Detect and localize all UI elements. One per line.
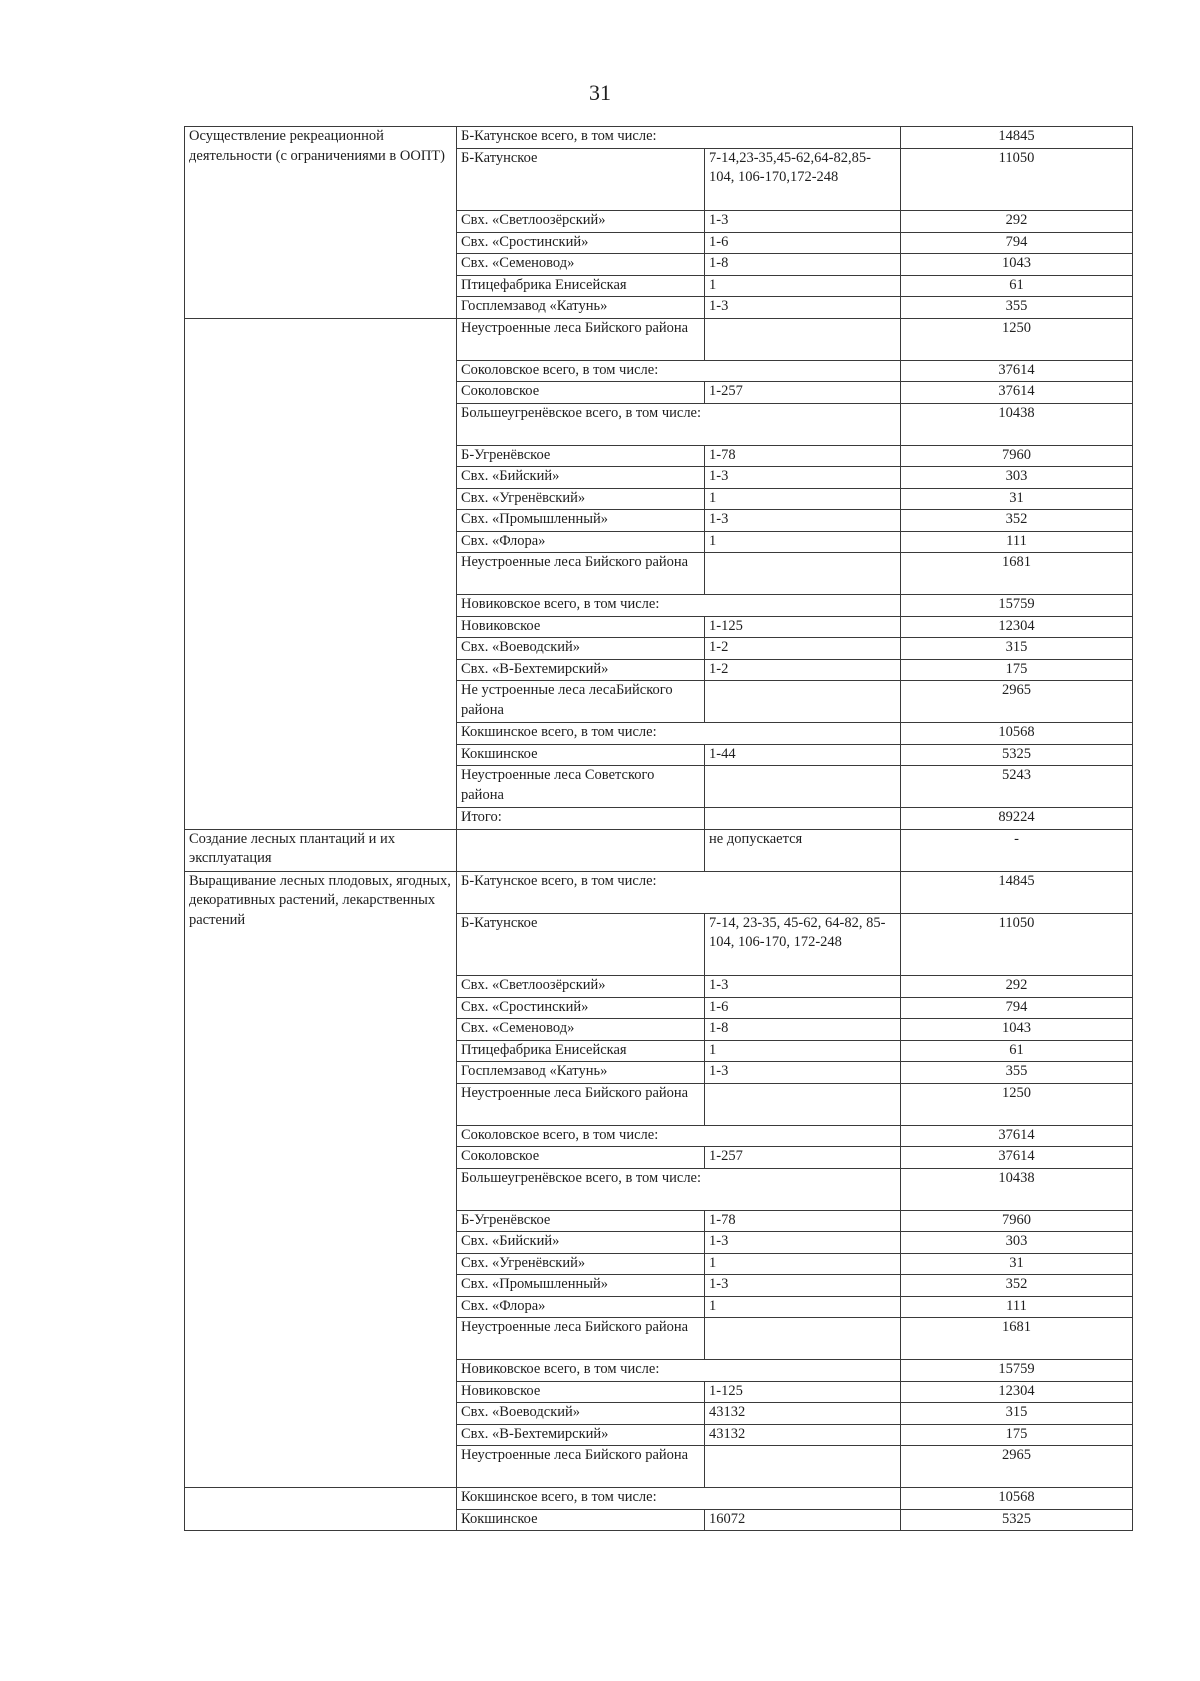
- quarter-numbers-cell: 1-6: [705, 997, 901, 1019]
- quarter-numbers-cell: 1: [705, 1296, 901, 1318]
- area-cell: 355: [901, 297, 1133, 319]
- area-cell: 1681: [901, 1318, 1133, 1360]
- quarter-numbers-cell: [705, 553, 901, 595]
- area-cell: -: [901, 829, 1133, 871]
- table-row: [185, 829, 1133, 871]
- area-cell: 14845: [901, 871, 1133, 913]
- quarter-numbers-cell: [705, 1446, 901, 1488]
- table-row: [185, 127, 1133, 149]
- quarter-numbers-cell: 1-257: [705, 382, 901, 404]
- area-cell: 7960: [901, 445, 1133, 467]
- area-cell: 12304: [901, 616, 1133, 638]
- area-cell: 1043: [901, 1019, 1133, 1041]
- forestry-cell: [457, 829, 705, 871]
- forestry-cell: Свх. «Флора»: [457, 1296, 705, 1318]
- forestry-cell: Свх. «В-Бехтемирский»: [457, 1424, 705, 1446]
- quarter-numbers-cell: 1-3: [705, 1062, 901, 1084]
- area-cell: 5325: [901, 744, 1133, 766]
- forestry-cell: Неустроенные леса Советского района: [457, 766, 705, 808]
- area-cell: 37614: [901, 360, 1133, 382]
- quarter-numbers-cell: 1-6: [705, 232, 901, 254]
- quarter-numbers-cell: 1-3: [705, 510, 901, 532]
- area-cell: 89224: [901, 808, 1133, 830]
- forestry-cell: Соколовское всего, в том числе:: [457, 1125, 901, 1147]
- quarter-numbers-cell: [705, 318, 901, 360]
- forestry-cell: Соколовское: [457, 1147, 705, 1169]
- area-cell: 292: [901, 211, 1133, 233]
- forestry-cell: Свх. «Светлоозёрский»: [457, 211, 705, 233]
- activity-type-cell: Выращивание лесных плодовых, ягодных, декоративных растений, лекарственных растений: [185, 871, 457, 1488]
- quarter-numbers-cell: 1-3: [705, 211, 901, 233]
- forestry-cell: Новиковское всего, в том числе:: [457, 595, 901, 617]
- forest-use-table: [184, 126, 1133, 1531]
- quarter-numbers-cell: 7-14, 23-35, 45-62, 64-82, 85-104, 106-170, 172-248: [705, 913, 901, 976]
- area-cell: 292: [901, 976, 1133, 998]
- forestry-cell: Свх. «Бийский»: [457, 467, 705, 489]
- area-cell: 175: [901, 1424, 1133, 1446]
- forestry-cell: Кокшинское: [457, 744, 705, 766]
- area-cell: 355: [901, 1062, 1133, 1084]
- quarter-numbers-cell: 1: [705, 531, 901, 553]
- forestry-cell: Кокшинское всего, в том числе:: [457, 723, 901, 745]
- forestry-cell: Б-Угренёвское: [457, 445, 705, 467]
- forestry-cell: Неустроенные леса Бийского района: [457, 553, 705, 595]
- forestry-cell: Новиковское всего, в том числе:: [457, 1360, 901, 1382]
- area-cell: 111: [901, 531, 1133, 553]
- area-cell: 1681: [901, 553, 1133, 595]
- area-cell: 794: [901, 997, 1133, 1019]
- table-row: [185, 1488, 1133, 1510]
- quarter-numbers-cell: 1-3: [705, 976, 901, 998]
- quarter-numbers-cell: 1-78: [705, 445, 901, 467]
- area-cell: 10568: [901, 1488, 1133, 1510]
- forestry-cell: Б-Угренёвское: [457, 1210, 705, 1232]
- quarter-numbers-cell: [705, 766, 901, 808]
- area-cell: 11050: [901, 913, 1133, 976]
- quarter-numbers-cell: 1-3: [705, 1232, 901, 1254]
- forestry-cell: Свх. «Промышленный»: [457, 510, 705, 532]
- area-cell: 37614: [901, 382, 1133, 404]
- quarter-numbers-cell: [705, 1318, 901, 1360]
- quarter-numbers-cell: 1: [705, 1253, 901, 1275]
- forestry-cell: Новиковское: [457, 1381, 705, 1403]
- forestry-cell: Свх. «Угренёвский»: [457, 1253, 705, 1275]
- forestry-cell: Соколовское: [457, 382, 705, 404]
- quarter-numbers-cell: 1: [705, 275, 901, 297]
- area-cell: 37614: [901, 1125, 1133, 1147]
- quarter-numbers-cell: 1-8: [705, 254, 901, 276]
- area-cell: 37614: [901, 1147, 1133, 1169]
- area-cell: 7960: [901, 1210, 1133, 1232]
- forestry-cell: Большеугренёвское всего, в том числе:: [457, 1168, 901, 1210]
- quarter-numbers-cell: [705, 681, 901, 723]
- forestry-cell: Кокшинское: [457, 1509, 705, 1531]
- area-cell: 303: [901, 1232, 1133, 1254]
- area-cell: 1250: [901, 318, 1133, 360]
- area-cell: 303: [901, 467, 1133, 489]
- forestry-cell: Не устроенные леса лесаБийского района: [457, 681, 705, 723]
- area-cell: 61: [901, 1040, 1133, 1062]
- forestry-cell: Свх. «Промышленный»: [457, 1275, 705, 1297]
- area-cell: 31: [901, 488, 1133, 510]
- quarter-numbers-cell: 16072: [705, 1509, 901, 1531]
- forestry-cell: Свх. «Угренёвский»: [457, 488, 705, 510]
- area-cell: 352: [901, 510, 1133, 532]
- quarter-numbers-cell: 43132: [705, 1424, 901, 1446]
- forestry-cell: Свх. «Воеводский»: [457, 1403, 705, 1425]
- quarter-numbers-cell: 1: [705, 488, 901, 510]
- area-cell: 5325: [901, 1509, 1133, 1531]
- quarter-numbers-cell: 1-125: [705, 1381, 901, 1403]
- area-cell: 12304: [901, 1381, 1133, 1403]
- forestry-cell: Б-Катунское всего, в том числе:: [457, 871, 901, 913]
- area-cell: 15759: [901, 595, 1133, 617]
- forestry-cell: Птицефабрика Енисейская: [457, 1040, 705, 1062]
- forestry-cell: Свх. «Флора»: [457, 531, 705, 553]
- area-cell: 315: [901, 638, 1133, 660]
- quarter-numbers-cell: 1: [705, 1040, 901, 1062]
- quarter-numbers-cell: 1-257: [705, 1147, 901, 1169]
- forestry-cell: Свх. «Светлоозёрский»: [457, 976, 705, 998]
- activity-type-cell: [185, 1488, 457, 1531]
- area-cell: 5243: [901, 766, 1133, 808]
- area-cell: 352: [901, 1275, 1133, 1297]
- quarter-numbers-cell: 1-125: [705, 616, 901, 638]
- forestry-cell: Соколовское всего, в том числе:: [457, 360, 901, 382]
- quarter-numbers-cell: 1-78: [705, 1210, 901, 1232]
- area-cell: 2965: [901, 681, 1133, 723]
- quarter-numbers-cell: 1-2: [705, 638, 901, 660]
- forestry-cell: Б-Катунское: [457, 148, 705, 211]
- table-row: [185, 318, 1133, 360]
- quarter-numbers-cell: 1-2: [705, 659, 901, 681]
- forestry-cell: Новиковское: [457, 616, 705, 638]
- quarter-numbers-cell: 1-3: [705, 297, 901, 319]
- forestry-cell: Неустроенные леса Бийского района: [457, 1446, 705, 1488]
- forestry-cell: Большеугренёвское всего, в том числе:: [457, 403, 901, 445]
- area-cell: 111: [901, 1296, 1133, 1318]
- area-cell: 10568: [901, 723, 1133, 745]
- area-cell: 14845: [901, 127, 1133, 149]
- table-row: [185, 871, 1133, 913]
- forestry-cell: Неустроенные леса Бийского района: [457, 318, 705, 360]
- forestry-cell: Госплемзавод «Катунь»: [457, 297, 705, 319]
- forestry-cell: Свх. «Бийский»: [457, 1232, 705, 1254]
- forestry-cell: Свх. «Сростинский»: [457, 997, 705, 1019]
- area-cell: 794: [901, 232, 1133, 254]
- area-cell: 1043: [901, 254, 1133, 276]
- area-cell: 10438: [901, 1168, 1133, 1210]
- area-cell: 315: [901, 1403, 1133, 1425]
- forestry-cell: Б-Катунское всего, в том числе:: [457, 127, 901, 149]
- quarter-numbers-cell: 1-8: [705, 1019, 901, 1041]
- forestry-cell: Госплемзавод «Катунь»: [457, 1062, 705, 1084]
- forestry-cell: Неустроенные леса Бийского района: [457, 1318, 705, 1360]
- area-cell: 10438: [901, 403, 1133, 445]
- forestry-cell: Свх. «В-Бехтемирский»: [457, 659, 705, 681]
- area-cell: 61: [901, 275, 1133, 297]
- area-cell: 11050: [901, 148, 1133, 211]
- forestry-cell: Кокшинское всего, в том числе:: [457, 1488, 901, 1510]
- quarter-numbers-cell: [705, 1083, 901, 1125]
- forestry-cell: Свх. «Семеновод»: [457, 254, 705, 276]
- forestry-cell: Птицефабрика Енисейская: [457, 275, 705, 297]
- forestry-cell: Итого:: [457, 808, 705, 830]
- quarter-numbers-cell: не допускается: [705, 829, 901, 871]
- area-cell: 2965: [901, 1446, 1133, 1488]
- forestry-cell: Свх. «Семеновод»: [457, 1019, 705, 1041]
- activity-type-cell: Создание лесных плантаций и их эксплуатация: [185, 829, 457, 871]
- quarter-numbers-cell: 7-14,23-35,45-62,64-82,85-104, 106-170,172-248: [705, 148, 901, 211]
- activity-type-cell: Осуществление рекреационной деятельности (с ограничениями в ООПТ): [185, 127, 457, 319]
- quarter-numbers-cell: 1-44: [705, 744, 901, 766]
- quarter-numbers-cell: 43132: [705, 1403, 901, 1425]
- forestry-cell: Б-Катунское: [457, 913, 705, 976]
- quarter-numbers-cell: [705, 808, 901, 830]
- forestry-cell: Неустроенные леса Бийского района: [457, 1083, 705, 1125]
- page-number: 31: [589, 80, 611, 105]
- activity-type-cell: [185, 318, 457, 829]
- forestry-cell: Свх. «Воеводский»: [457, 638, 705, 660]
- area-cell: 31: [901, 1253, 1133, 1275]
- area-cell: 1250: [901, 1083, 1133, 1125]
- area-cell: 15759: [901, 1360, 1133, 1382]
- quarter-numbers-cell: 1-3: [705, 1275, 901, 1297]
- area-cell: 175: [901, 659, 1133, 681]
- forestry-cell: Свх. «Сростинский»: [457, 232, 705, 254]
- quarter-numbers-cell: 1-3: [705, 467, 901, 489]
